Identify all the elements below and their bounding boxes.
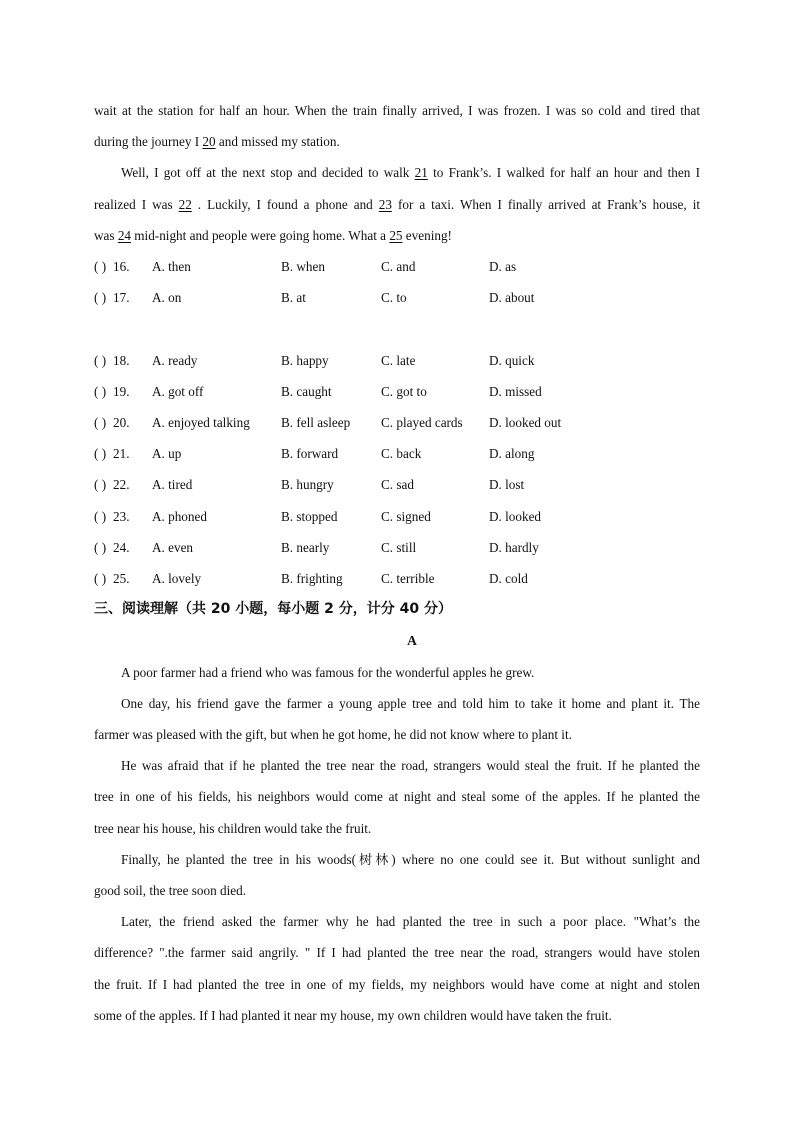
question-number: 24. — [113, 540, 130, 555]
question-number: 18. — [113, 353, 130, 368]
option-a: A. on — [152, 290, 182, 305]
passage-text: and missed my station. — [218, 134, 340, 149]
question-number: 19. — [113, 384, 130, 399]
option-a: A. then — [152, 259, 191, 274]
passage-line — [94, 197, 700, 213]
option-d: D. along — [489, 446, 535, 461]
passage-line: Later, the friend asked the farmer why he had planted the tree in such a poor place. "What’s the — [121, 914, 700, 929]
question-number: 20. — [113, 415, 130, 430]
option-c: C. terrible — [381, 571, 435, 586]
answer-bracket[interactable]: ( ) — [94, 540, 107, 555]
option-d: D. looked — [489, 509, 542, 524]
passage-line: He was afraid that if he planted the tree near the road, strangers would steal the fruit. If he planted the — [121, 758, 700, 773]
option-c: C. to — [381, 290, 407, 305]
passage-text: during the journey I — [94, 134, 200, 149]
answer-bracket[interactable]: ( ) — [94, 290, 107, 305]
option-b: B. caught — [281, 384, 332, 399]
answer-bracket[interactable]: ( ) — [94, 259, 107, 274]
question-23 — [94, 509, 714, 525]
question-24 — [94, 540, 714, 556]
question-21 — [94, 446, 714, 462]
passage-line: wait at the station for half an hour. When the train finally arrived, I was frozen. I was so cold and tired that — [94, 103, 700, 118]
passage-heading: A — [407, 633, 417, 648]
option-b: B. hungry — [281, 477, 334, 492]
passage-text: . Luckily, I found a phone and — [197, 197, 373, 212]
option-b: B. when — [281, 259, 325, 274]
passage-line: A poor farmer had a friend who was famous for the wonderful apples he grew. — [121, 665, 535, 680]
option-c: C. late — [381, 353, 416, 368]
option-b: B. stopped — [281, 509, 338, 524]
question-number: 21. — [113, 446, 130, 461]
answer-bracket[interactable]: ( ) — [94, 509, 107, 524]
option-d: D. as — [489, 259, 517, 274]
passage-text: for a taxi. When I finally arrived at Frank’s house, it — [397, 197, 701, 212]
answer-bracket[interactable]: ( ) — [94, 571, 107, 586]
passage-line: the fruit. If I had planted the tree in one of my fields, my neighbors would have come at night and stolen — [94, 977, 700, 992]
passage-text: evening! — [405, 228, 452, 243]
option-b: B. fell asleep — [281, 415, 351, 430]
question-20 — [94, 415, 714, 431]
option-c: C. played cards — [381, 415, 463, 430]
option-d: D. missed — [489, 384, 542, 399]
option-c: C. got to — [381, 384, 427, 399]
answer-bracket[interactable]: ( ) — [94, 353, 107, 368]
question-number: 16. — [113, 259, 130, 274]
question-17 — [94, 290, 714, 306]
passage-text: to Frank’s. I walked for half an hour and then I — [433, 165, 700, 180]
option-a: A. up — [152, 446, 182, 461]
passage-line — [94, 134, 700, 150]
option-d: D. lost — [489, 477, 525, 492]
question-22 — [94, 477, 714, 493]
option-d: D. hardly — [489, 540, 539, 555]
passage-text: mid-night and people were going home. What a — [134, 228, 387, 243]
option-d: D. quick — [489, 353, 535, 368]
option-b: B. forward — [281, 446, 339, 461]
option-a: A. got off — [152, 384, 204, 399]
blank-20: 20 — [202, 134, 216, 149]
option-c: C. still — [381, 540, 417, 555]
option-c: C. back — [381, 446, 422, 461]
option-a: A. even — [152, 540, 194, 555]
question-19 — [94, 384, 714, 400]
option-a: A. ready — [152, 353, 198, 368]
option-b: B. happy — [281, 353, 329, 368]
passage-line: difference? ".the farmer said angrily. " If I had planted the tree near the road, strangers would have stolen — [94, 945, 700, 960]
question-number: 17. — [113, 290, 130, 305]
passage-line: some of the apples. If I had planted it near my house, my own children would have taken the fruit. — [94, 1008, 612, 1023]
blank-21: 21 — [414, 165, 428, 180]
option-b: B. frighting — [281, 571, 343, 586]
passage-text: Well, I got off at the next stop and decided to walk — [121, 165, 410, 180]
passage-text: was — [94, 228, 115, 243]
passage-line: Finally, he planted the tree in his woods(树林) where no one could see it. But without sunlight and — [121, 852, 700, 867]
question-number: 22. — [113, 477, 130, 492]
answer-bracket[interactable]: ( ) — [94, 446, 107, 461]
blank-22: 22 — [178, 197, 192, 212]
option-a: A. tired — [152, 477, 193, 492]
question-16 — [94, 259, 714, 275]
option-c: C. sad — [381, 477, 414, 492]
answer-bracket[interactable]: ( ) — [94, 415, 107, 430]
blank-25: 25 — [389, 228, 403, 243]
option-d: D. looked out — [489, 415, 562, 430]
passage-line: good soil, the tree soon died. — [94, 883, 246, 898]
option-d: D. about — [489, 290, 535, 305]
option-a: A. enjoyed talking — [152, 415, 250, 430]
passage-line: tree near his house, his children would take the fruit. — [94, 821, 372, 836]
question-25 — [94, 571, 714, 587]
answer-bracket[interactable]: ( ) — [94, 477, 107, 492]
section-title: 三、阅读理解（共 20 小题，每小题 2 分，计分 40 分） — [94, 601, 452, 617]
option-c: C. and — [381, 259, 416, 274]
option-d: D. cold — [489, 571, 528, 586]
answer-bracket[interactable]: ( ) — [94, 384, 107, 399]
option-b: B. nearly — [281, 540, 330, 555]
option-a: A. phoned — [152, 509, 207, 524]
option-c: C. signed — [381, 509, 431, 524]
question-number: 23. — [113, 509, 130, 524]
passage-line: One day, his friend gave the farmer a young apple tree and told him to take it home and plant it. The — [121, 696, 700, 711]
question-18 — [94, 353, 714, 369]
option-b: B. at — [281, 290, 306, 305]
passage-line: tree in one of his fields, his neighbors would come at night and steal some of the apples. If he planted the — [94, 789, 700, 804]
option-a: A. lovely — [152, 571, 202, 586]
question-number: 25. — [113, 571, 130, 586]
passage-line: farmer was pleased with the gift, but when he got home, he did not know where to plant it. — [94, 727, 572, 742]
blank-24: 24 — [117, 228, 131, 243]
passage-line — [94, 228, 700, 244]
blank-23: 23 — [378, 197, 392, 212]
passage-line — [121, 165, 700, 181]
passage-text: realized I was — [94, 197, 173, 212]
